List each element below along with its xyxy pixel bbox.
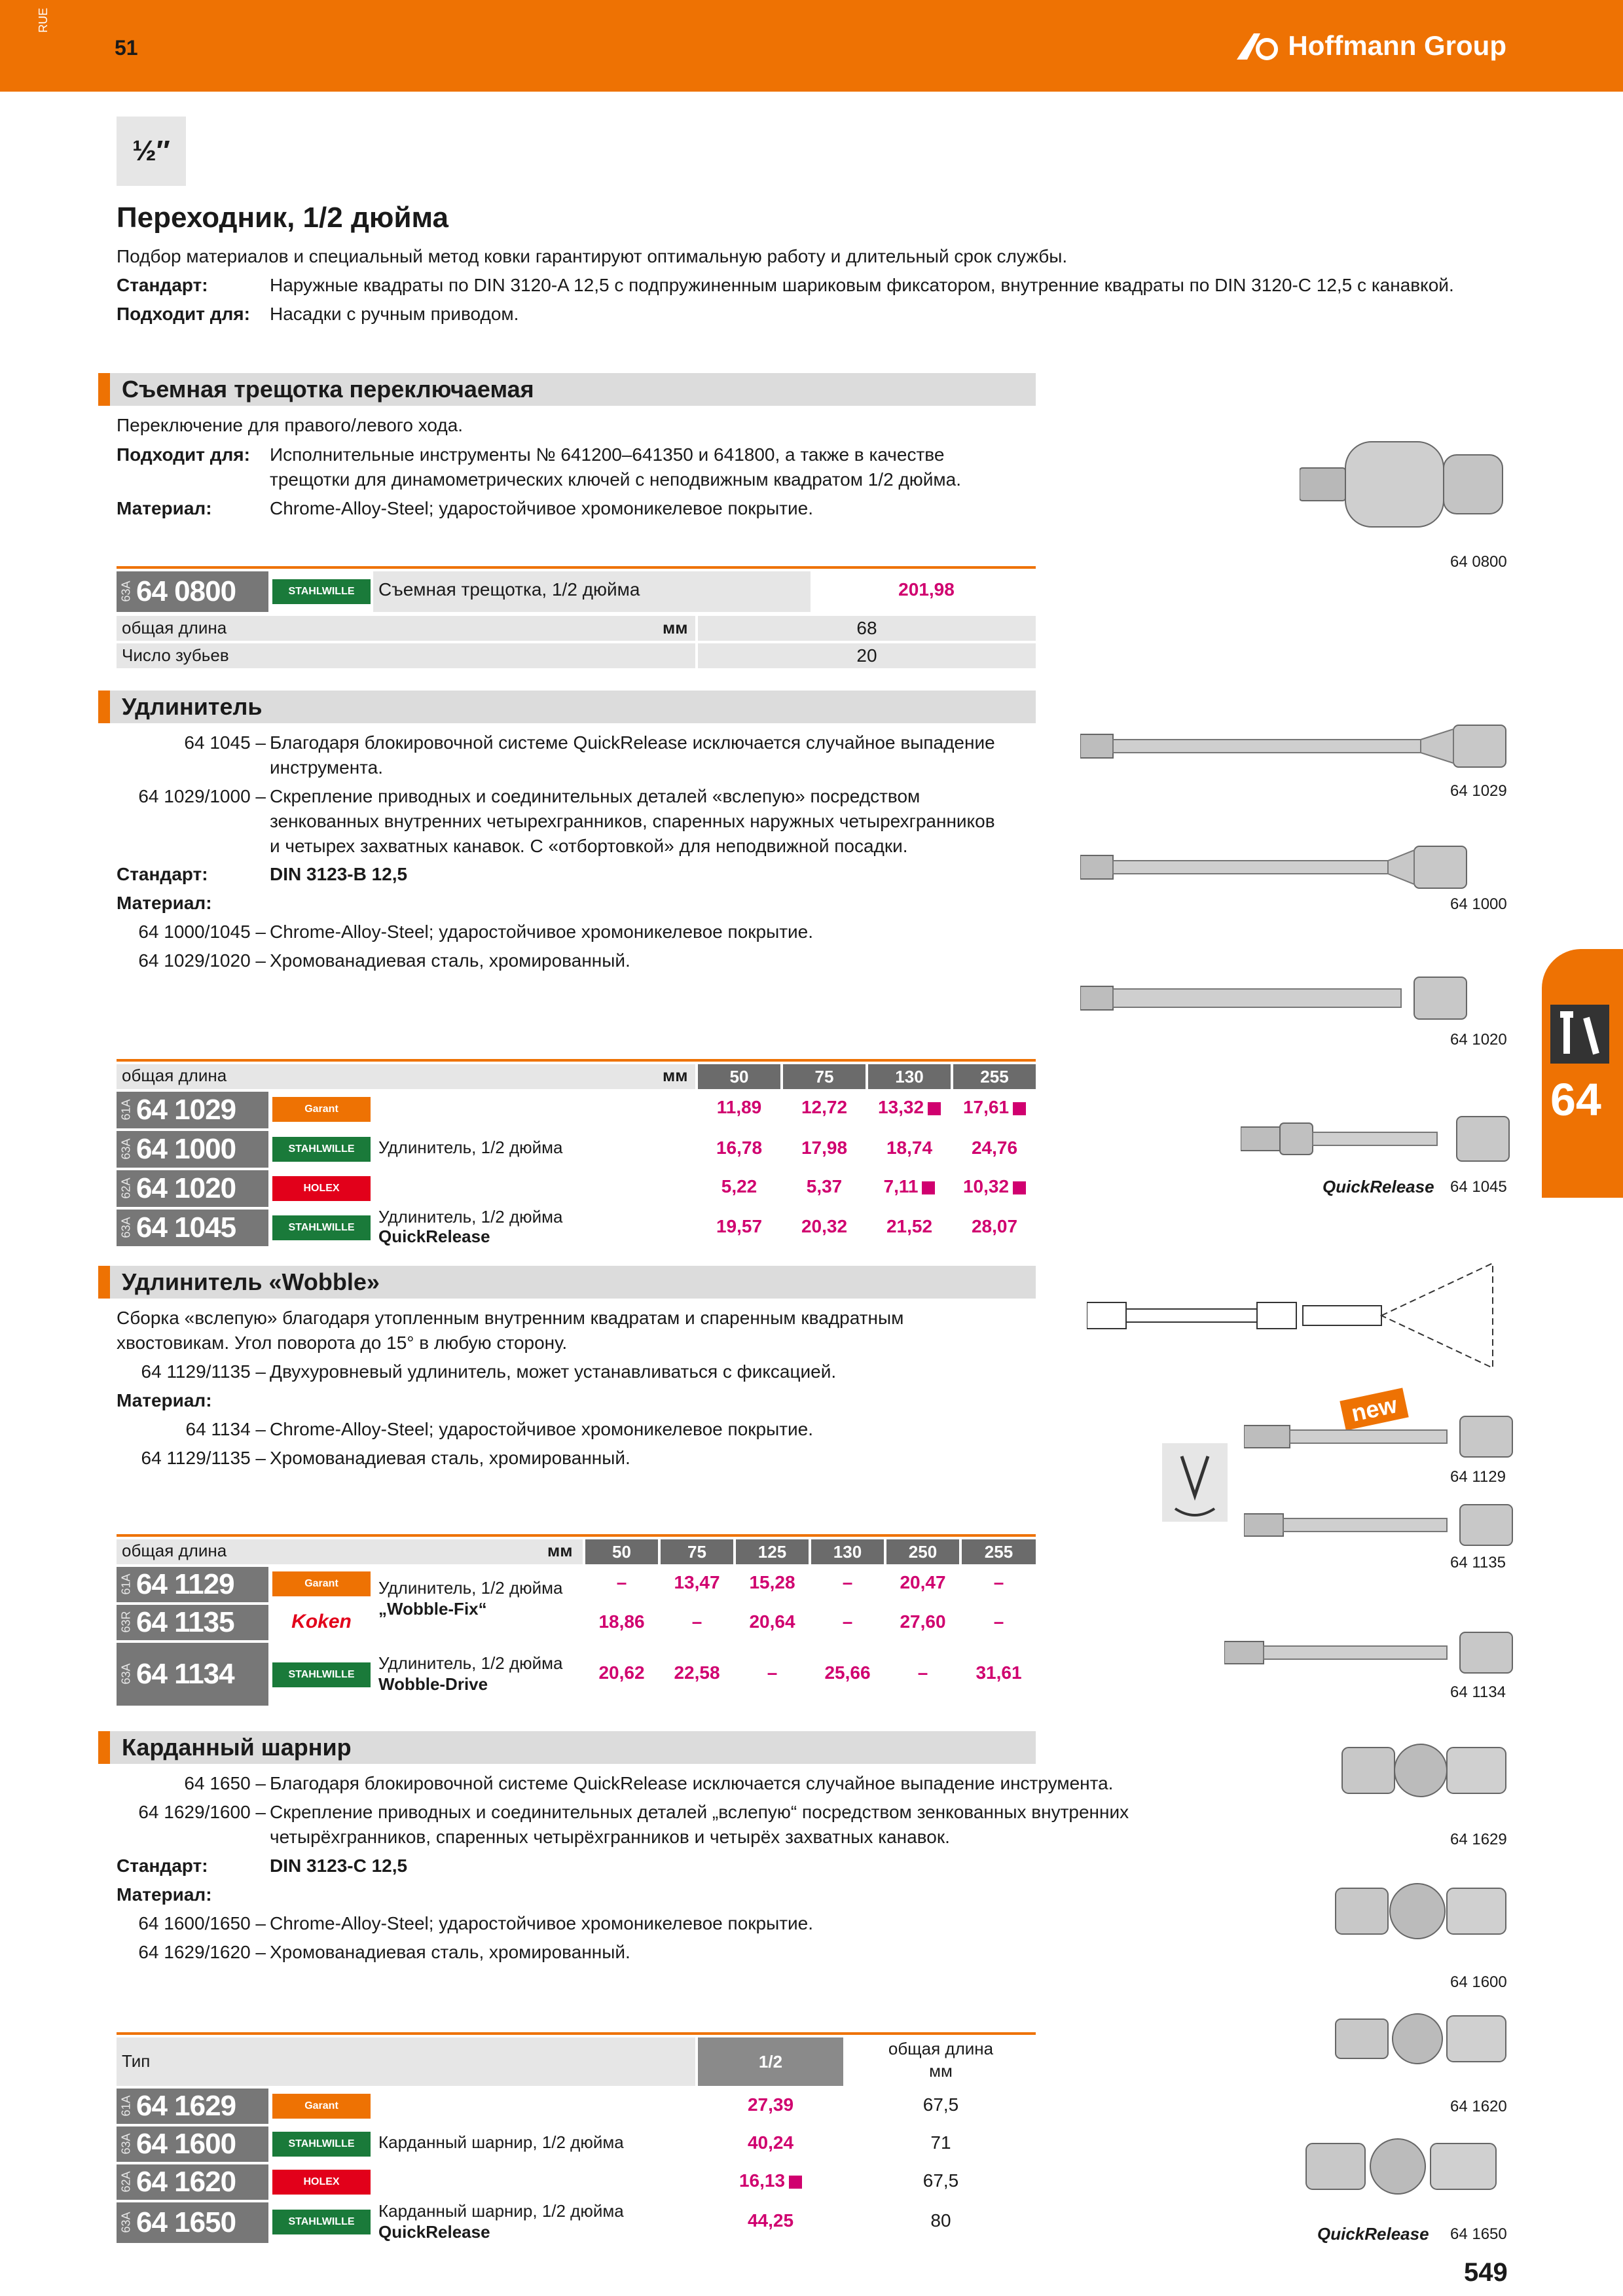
col-head: 1/2 — [698, 2037, 843, 2086]
new-price-marker — [922, 1181, 935, 1194]
product-price: 201,98 — [898, 579, 955, 600]
catalog-code: 63A — [119, 580, 133, 601]
product-desc-line: „Wobble-Fix“ — [378, 1599, 487, 1619]
col-head: 125 — [736, 1539, 809, 1564]
col-head: 250 — [886, 1539, 959, 1564]
ext-standard-value: DIN 3123-B 12,5 — [270, 864, 408, 884]
extension-image-641029 — [1080, 720, 1512, 772]
ext-code: 64 1029/1000 – — [138, 786, 266, 806]
price-cell: 27,60 — [900, 1611, 946, 1632]
size-badge: ½″ — [117, 117, 186, 186]
fits-value: Насадки с ручным приводом. — [270, 304, 519, 324]
extension-image-641020 — [1080, 972, 1473, 1024]
price-cell: 44,25 — [747, 2210, 794, 2231]
catalog-code: 62A — [119, 2170, 133, 2192]
new-price-marker — [789, 2176, 802, 2189]
joint-mat-text: Хромованадиевая сталь, хромированный. — [270, 1942, 630, 1962]
price-cell — [953, 1176, 1036, 1197]
brand-name: Hoffmann Group — [1288, 30, 1506, 61]
col-head: 75 — [783, 1064, 866, 1089]
col-head: 255 — [962, 1539, 1036, 1564]
ext-text: Благодаря блокировочной системе QuickRelease исключается случайное выпадение — [270, 732, 995, 753]
product-desc — [378, 1577, 563, 1619]
price-cell: – — [691, 1611, 702, 1632]
brand-stahlwille-logo: STAHLWILLE — [272, 1662, 371, 1687]
table-rule — [117, 1534, 1036, 1537]
catalog-code: 61A — [119, 1098, 133, 1120]
spec-value-teeth: 20 — [856, 645, 877, 666]
image-label: 64 1029 — [1450, 782, 1507, 800]
new-price-marker — [1013, 1102, 1026, 1115]
article-number: 64 1600 — [136, 2128, 236, 2160]
col-head: 75 — [661, 1539, 733, 1564]
price: 7,11 — [883, 1176, 919, 1196]
price-cell: 20,64 — [749, 1611, 795, 1632]
length-cell: 67,5 — [922, 2094, 959, 2115]
article-number: 64 1129 — [136, 1568, 234, 1600]
price-cell: 24,76 — [971, 1138, 1018, 1158]
wobble-code: 64 1129/1135 – — [141, 1361, 266, 1382]
price: 11,89 — [716, 1097, 762, 1117]
article-number-cell — [117, 1605, 268, 1640]
brand-koken-logo: Koken — [272, 1609, 371, 1634]
article-number: 64 1620 — [136, 2166, 236, 2198]
article-number-cell — [117, 1643, 268, 1706]
extension-image-641000 — [1080, 841, 1473, 893]
table-rule — [117, 2032, 1036, 2035]
quickrelease-label: QuickRelease — [1317, 2224, 1429, 2244]
image-label: 64 1620 — [1450, 2098, 1507, 2115]
image-label: 64 1045 — [1450, 1178, 1507, 1196]
new-badge: new — [1340, 1388, 1408, 1430]
price-cell: – — [842, 1611, 853, 1632]
price-cell: 21,52 — [886, 1216, 933, 1236]
ext-mat-code: 64 1029/1020 – — [138, 950, 266, 971]
article-number-cell — [117, 571, 268, 612]
brand-stahlwille-logo: STAHLWILLE — [272, 1137, 371, 1162]
article-number-cell — [117, 1092, 268, 1128]
price-cell — [868, 1097, 951, 1118]
catalog-code: 63A — [119, 1662, 133, 1684]
wobble-material-label: Материал: — [117, 1390, 212, 1410]
length-cell: 80 — [930, 2210, 951, 2231]
joint-text: Скрепление приводных и соединительных деталей „вслепую“ посредством зенкованных внутренних — [270, 1802, 1129, 1822]
article-number: 64 1029 — [136, 1094, 236, 1126]
price-cell: – — [767, 1662, 778, 1683]
price-cell: 17,98 — [801, 1138, 848, 1158]
product-desc: Съемная трещотка, 1/2 дюйма — [378, 579, 640, 600]
wobble-angle-icon — [1162, 1443, 1228, 1522]
price-cell: 20,47 — [900, 1572, 946, 1592]
wobble-image-641135 — [1244, 1502, 1519, 1548]
price-cell: – — [917, 1662, 928, 1683]
price-cell: 19,57 — [716, 1216, 763, 1236]
article-number-cell — [117, 1131, 268, 1168]
brand-holex-logo: HOLEX — [272, 2170, 371, 2195]
price-cell: 28,07 — [971, 1216, 1018, 1236]
joint-standard-label: Стандарт: — [117, 1856, 208, 1876]
ratchet-material-label: Материал: — [117, 498, 212, 518]
ext-text: инструмента. — [270, 757, 384, 778]
ratchet-fits-label: Подходит для: — [117, 444, 250, 465]
joint-mat-code: 64 1600/1650 – — [138, 1913, 266, 1933]
brand-holex-logo: HOLEX — [272, 1176, 371, 1201]
ratchet-desc: Переключение для правого/левого хода. — [117, 415, 464, 435]
col-head: 50 — [585, 1539, 658, 1564]
product-desc-line: Удлинитель, 1/2 дюйма — [378, 1207, 563, 1227]
price: 17,61 — [962, 1097, 1010, 1117]
product-desc-line: QuickRelease — [378, 2222, 490, 2242]
article-number: 64 1000 — [136, 1133, 236, 1165]
catalog-code: 63A — [119, 2132, 133, 2154]
price-cell — [953, 1097, 1036, 1118]
table-head-label: общая длина — [122, 1066, 227, 1085]
article-number: 64 1134 — [136, 1658, 234, 1690]
brand-stahlwille-logo: STAHLWILLE — [272, 1215, 371, 1240]
article-number: 64 1045 — [136, 1211, 236, 1244]
wobble-mat-code: 64 1134 – — [185, 1419, 266, 1439]
product-desc-line: Удлинитель, 1/2 дюйма — [378, 1578, 563, 1598]
price-cell: 25,66 — [824, 1662, 871, 1683]
catalog-code: 63R — [119, 1610, 133, 1632]
article-number-cell — [117, 2126, 268, 2162]
joint-image-641600 — [1329, 1865, 1512, 1957]
section-header-universal-joint: Карданный шарнир — [98, 1731, 1036, 1764]
price-cell: 15,28 — [749, 1572, 795, 1592]
price-cell: 20,32 — [801, 1216, 848, 1236]
table-head-unit: мм — [547, 1541, 573, 1560]
catalog-code: 61A — [119, 2094, 133, 2116]
image-label: 64 1650 — [1450, 2225, 1507, 2243]
wobble-text: Двухуровневый удлинитель, может устанавливаться с фиксацией. — [270, 1361, 837, 1382]
ext-text: и четырех захватных канавок. С «отбортовкой» для неподвижной посадки. — [270, 836, 908, 856]
product-desc-line: Удлинитель, 1/2 дюйма — [378, 1653, 563, 1673]
wobble-mat-text: Хромованадиевая сталь, хромированный. — [270, 1448, 630, 1468]
spec-label-teeth: Число зубьев — [122, 645, 229, 665]
joint-text: четырёхгранников, спаренных четырёхгранников и четырёх захватных канавок. — [270, 1827, 950, 1847]
image-label: 64 1600 — [1450, 1973, 1507, 1991]
price-cell — [698, 2170, 843, 2191]
ratchet-fits-1: Исполнительные инструменты № 641200–641350 и 641800, а также в качестве — [270, 444, 945, 465]
language-code: RUE — [37, 7, 50, 33]
product-desc: Удлинитель, 1/2 дюйма — [378, 1138, 563, 1157]
extension-image-641045 — [1241, 1113, 1516, 1165]
price-cell — [698, 1097, 780, 1118]
catalog-code: 63A — [119, 1216, 133, 1238]
price: 5,22 — [721, 1176, 757, 1196]
article-number: 64 1020 — [136, 1172, 236, 1204]
ext-material-label: Материал: — [117, 893, 212, 913]
table-head-label: общая длина — [122, 1541, 227, 1560]
ext-code: 64 1045 – — [184, 732, 266, 753]
col-head: 50 — [698, 1064, 780, 1089]
article-number-cell — [117, 2089, 268, 2124]
table-head-bg — [117, 2037, 695, 2086]
standard-value: Наружные квадраты по DIN 3120-A 12,5 с подпружиненным шариковым фиксатором, внутренние квадраты по DIN 3120-C 12,5 с канавкой. — [270, 275, 1454, 295]
quickrelease-label: QuickRelease — [1322, 1177, 1434, 1196]
joint-material-label: Материал: — [117, 1884, 212, 1905]
product-desc: Карданный шарнир, 1/2 дюйма — [378, 2132, 624, 2152]
price-cell — [868, 1176, 951, 1197]
image-label: 64 1000 — [1450, 895, 1507, 913]
new-price-marker — [928, 1102, 941, 1115]
price-cell: 22,58 — [674, 1662, 720, 1683]
catalog-code: 63A — [119, 1138, 133, 1159]
joint-code: 64 1629/1600 – — [138, 1802, 266, 1822]
catalog-code: 61A — [119, 1573, 133, 1594]
ratchet-material-value: Chrome-Alloy-Steel; ударостойчивое хромоникелевое покрытие. — [270, 498, 814, 518]
intro-line: Подбор материалов и специальный метод ковки гарантируют оптимальную работу и длительный срок службы. — [117, 246, 1068, 266]
section-header-ratchet: Съемная трещотка переключаемая — [98, 373, 1036, 406]
section-header-wobble: Удлинитель «Wobble» — [98, 1266, 1036, 1299]
table-head-unit: мм — [663, 1066, 688, 1085]
price: 12,72 — [801, 1097, 848, 1117]
price-cell — [783, 1176, 866, 1197]
catalog-code: 62A — [119, 1177, 133, 1198]
price-cell: 18,74 — [886, 1138, 933, 1158]
price-cell — [698, 1176, 780, 1197]
joint-image-641650 — [1300, 2121, 1509, 2212]
joint-image-641629 — [1336, 1728, 1512, 1813]
price: 16,13 — [739, 2170, 786, 2191]
price-cell: 20,62 — [598, 1662, 645, 1683]
catalog-code: 63A — [119, 2211, 133, 2233]
image-label-640800: 64 0800 — [1450, 553, 1507, 571]
spec-value-length: 68 — [856, 618, 877, 638]
col-head: 255 — [953, 1064, 1036, 1089]
page-number-top: 51 — [115, 36, 138, 60]
wobble-mat-text: Chrome-Alloy-Steel; ударостойчивое хромоникелевое покрытие. — [270, 1419, 814, 1439]
ext-text: Скрепление приводных и соединительных деталей «вслепую» посредством — [270, 786, 921, 806]
ext-mat-text: Хромованадиевая сталь, хромированный. — [270, 950, 630, 971]
joint-image-641620 — [1329, 1996, 1512, 2081]
price-cell: 16,78 — [716, 1138, 763, 1158]
price-cell: 27,39 — [747, 2094, 794, 2115]
price-cell: 13,47 — [674, 1572, 720, 1592]
image-label: 64 1134 — [1450, 1683, 1506, 1701]
wobble-mat-code: 64 1129/1135 – — [141, 1448, 266, 1468]
chapter-number: 64 — [1550, 1074, 1601, 1125]
joint-standard-value: DIN 3123-C 12,5 — [270, 1856, 408, 1876]
article-number-cell — [117, 1567, 268, 1602]
joint-mat-code: 64 1629/1620 – — [138, 1942, 266, 1962]
table-rule — [117, 566, 1036, 569]
brand-garant-logo: Garant — [272, 1097, 371, 1122]
image-label: 64 1020 — [1450, 1031, 1507, 1049]
image-label: 64 1129 — [1450, 1468, 1506, 1486]
length-cell: 67,5 — [922, 2170, 959, 2191]
joint-code: 64 1650 – — [184, 1773, 266, 1793]
product-desc-line: Карданный шарнир, 1/2 дюйма — [378, 2201, 624, 2221]
product-desc — [378, 1207, 563, 1246]
col-head: 130 — [868, 1064, 951, 1089]
wobble-desc: Сборка «вслепую» благодаря утопленным внутренним квадратам и спаренным квадратным — [117, 1308, 904, 1328]
new-price-marker — [1013, 1181, 1026, 1194]
wobble-desc: хвостовикам. Угол поворота до 15° в любую сторону. — [117, 1333, 568, 1353]
fits-label: Подходит для: — [117, 304, 250, 324]
price-cell: 40,24 — [747, 2132, 794, 2153]
price: 13,32 — [877, 1097, 924, 1117]
wobble-image-641129 — [1244, 1414, 1519, 1460]
brand-stahlwille-logo: STAHLWILLE — [272, 579, 371, 604]
price-cell: – — [993, 1611, 1004, 1632]
brand-garant-logo: Garant — [272, 1571, 371, 1596]
price-cell: – — [842, 1572, 853, 1592]
price-cell: 31,61 — [976, 1662, 1022, 1683]
spec-label-length: общая длина — [122, 618, 227, 637]
image-label: 64 1135 — [1450, 1554, 1506, 1571]
article-number: 64 1135 — [136, 1606, 234, 1638]
price-cell: – — [993, 1572, 1004, 1592]
brand-stahlwille-logo: STAHLWILLE — [272, 2132, 371, 2157]
brand-logo[interactable] — [1234, 29, 1506, 62]
price-cell — [783, 1097, 866, 1118]
price-cell: – — [616, 1572, 627, 1592]
page-number-bottom: 549 — [1464, 2258, 1508, 2287]
article-number: 64 1650 — [136, 2206, 236, 2238]
col-head-length — [846, 2037, 1036, 2086]
wobble-image-641134 — [1224, 1630, 1519, 1676]
standard-label: Стандарт: — [117, 275, 208, 295]
wobble-technical-drawing — [1087, 1257, 1512, 1374]
length-cell: 71 — [930, 2132, 951, 2153]
joint-text: Благодаря блокировочной системе QuickRelease исключается случайное выпадение инструмента. — [270, 1773, 1114, 1793]
product-desc — [378, 1653, 563, 1695]
price-cell: 18,86 — [598, 1611, 645, 1632]
ratchet-adapter-image — [1300, 432, 1516, 537]
ext-standard-label: Стандарт: — [117, 864, 208, 884]
image-label: 64 1629 — [1450, 1831, 1507, 1848]
article-number: 64 0800 — [136, 575, 236, 607]
col-head-length-unit: мм — [929, 2061, 953, 2081]
product-desc-line: Wobble-Drive — [378, 1674, 488, 1694]
section-header-extension: Удлинитель — [98, 691, 1036, 723]
col-head-length-label: общая длина — [888, 2039, 994, 2058]
article-number-cell — [117, 1210, 268, 1246]
col-head: 130 — [811, 1539, 884, 1564]
price: 5,37 — [806, 1176, 843, 1196]
table-rule — [117, 1059, 1036, 1062]
joint-mat-text: Chrome-Alloy-Steel; ударостойчивое хромоникелевое покрытие. — [270, 1913, 814, 1933]
spec-unit: мм — [663, 618, 688, 637]
article-number-cell — [117, 1170, 268, 1207]
article-number: 64 1629 — [136, 2090, 236, 2122]
article-number-cell — [117, 2202, 268, 2243]
page-title: Переходник, 1/2 дюйма — [117, 202, 448, 234]
product-desc-line: QuickRelease — [378, 1227, 490, 1246]
ext-text: зенкованных внутренних четырехгранников, спаренных наружных четырехгранников — [270, 811, 995, 831]
ratchet-table-row[interactable] — [117, 571, 1036, 612]
brand-garant-logo: Garant — [272, 2094, 371, 2119]
price: 10,32 — [962, 1176, 1010, 1196]
table-head-type: Тип — [122, 2051, 151, 2071]
hoffmann-logo-icon — [1234, 29, 1280, 62]
wrench-tools-icon — [1550, 1005, 1609, 1064]
product-desc — [378, 2200, 624, 2242]
ext-mat-text: Chrome-Alloy-Steel; ударостойчивое хромоникелевое покрытие. — [270, 922, 814, 942]
article-number-cell — [117, 2164, 268, 2200]
ext-mat-code: 64 1000/1045 – — [138, 922, 266, 942]
ratchet-fits-2: трещотки для динамометрических ключей с неподвижным квадратом 1/2 дюйма. — [270, 469, 962, 490]
brand-stahlwille-logo: STAHLWILLE — [272, 2210, 371, 2234]
